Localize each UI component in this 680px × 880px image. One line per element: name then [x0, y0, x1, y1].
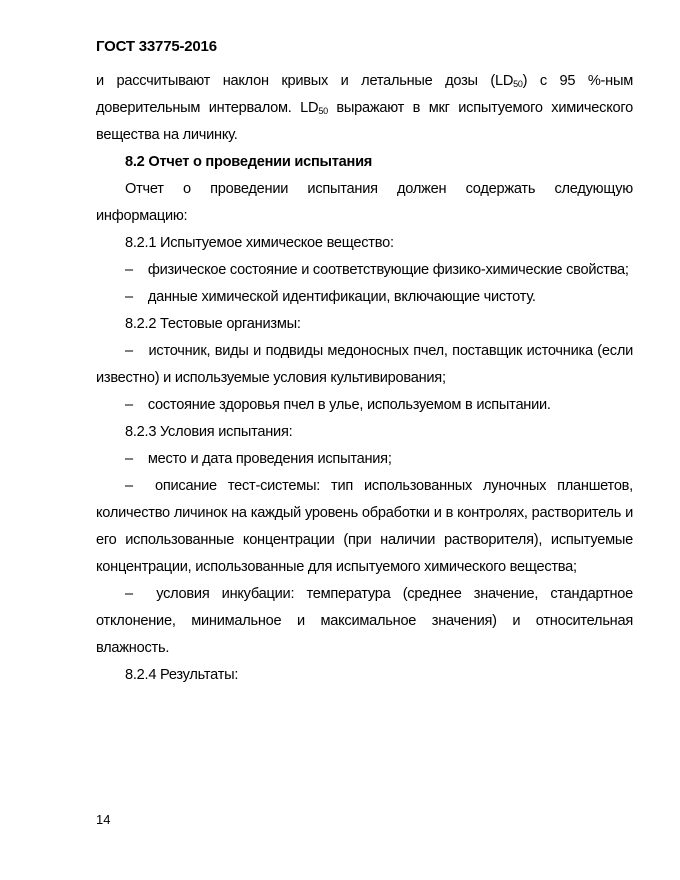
list-item — [96, 446, 633, 473]
continuation-paragraph — [96, 68, 633, 149]
dash-marker: – — [125, 478, 133, 494]
list-item-text: место и дата проведения испытания; — [147, 451, 392, 467]
continuation-text-2: ) с 95 %-ным доверительным интервалом. LD — [96, 73, 633, 116]
list-item — [96, 284, 633, 311]
list-item — [96, 473, 633, 581]
subsection-title-8-2-2: 8.2.2 Тестовые организмы: — [125, 316, 301, 332]
subscript-50: 50 — [318, 106, 328, 116]
dash-marker: – — [125, 343, 133, 359]
subsection-title-8-2-3: 8.2.3 Условия испытания: — [125, 424, 293, 440]
section-intro: Отчет о проведении испытания должен содержать следующую информацию: — [96, 181, 633, 224]
list-item-text: данные химической идентификации, включающие чистоту. — [147, 289, 536, 305]
list-item-text: источник, виды и подвиды медоносных пчел, поставщик источника (если известно) и используемые условия культивирования; — [96, 343, 633, 386]
list-item — [96, 338, 633, 392]
list-item-text: условия инкубации: температура (среднее значение, стандартное отклонение, минимальное и максимальное значения) и относительная влажность. — [96, 586, 633, 656]
dash-marker: – — [125, 262, 133, 278]
list-item-text: состояние здоровья пчел в улье, используемом в испытании. — [147, 397, 551, 413]
dash-marker: – — [125, 289, 133, 305]
list-item-text: физическое состояние и соответствующие физико-химические свойства; — [147, 262, 629, 278]
list-item — [96, 392, 633, 419]
document-header: ГОСТ 33775-2016 — [96, 38, 217, 55]
document-body — [96, 68, 633, 689]
subscript-50: 50 — [513, 79, 523, 89]
list-item — [96, 257, 633, 284]
subsection-title-8-2-4: 8.2.4 Результаты: — [125, 667, 239, 683]
subsection-title-8-2-1: 8.2.1 Испытуемое химическое вещество: — [125, 235, 394, 251]
dash-marker: – — [125, 586, 133, 602]
dash-marker: – — [125, 451, 133, 467]
list-item-text: описание тест-системы: тип использованных луночных планшетов, количество личинок на каждый уровень обработки и в контролях, растворитель и его использованные концентрации (при наличии растворителя), испытуемые концентрации, использованные для испытуемого химического вещества; — [96, 478, 633, 575]
section-heading: 8.2 Отчет о проведении испытания — [125, 154, 373, 170]
dash-marker: – — [125, 397, 133, 413]
continuation-text-1: и рассчитывают наклон кривых и летальные дозы (LD — [96, 73, 514, 89]
page-number: 14 — [96, 812, 111, 827]
list-item — [96, 581, 633, 662]
continuation-text-3: выражают в мкг испытуемого химического вещества на личинку. — [96, 100, 633, 143]
